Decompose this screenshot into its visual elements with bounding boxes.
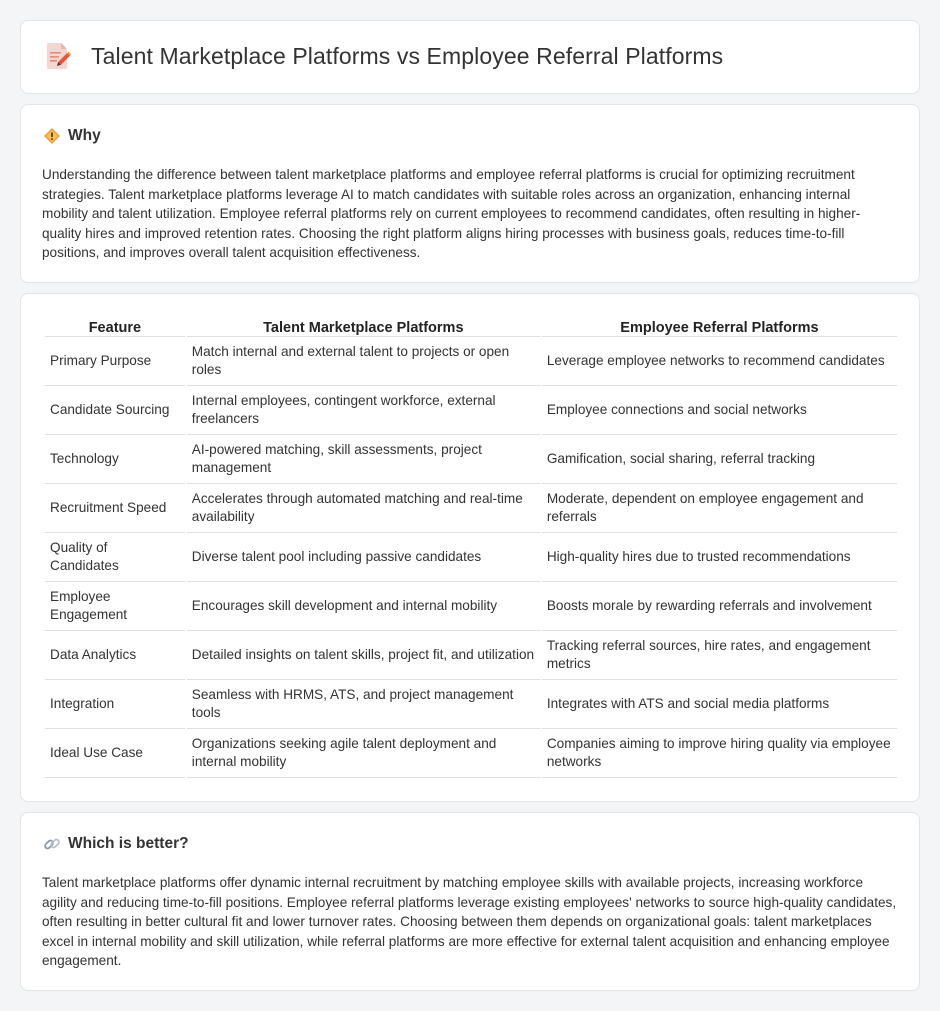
referral-cell: Gamification, social sharing, referral tracking xyxy=(542,435,897,484)
referral-cell: Companies aiming to improve hiring quality via employee networks xyxy=(542,729,897,778)
why-section xyxy=(20,104,920,283)
talent-cell: Internal employees, contingent workforce, external freelancers xyxy=(187,386,540,435)
better-text: Talent marketplace platforms offer dynamic internal recruitment by matching employee skills with available projects, increasing workforce agility and reducing time-to-fill positions. Employee referral platforms leverage existing employees' networks to source high-quality candidates, often resulting in better cultural fit and lower turnover rates. Choosing between them depends on organizational goals: talent marketplaces excel in internal mobility and skill utilization, while referral platforms are more effective for external talent acquisition and enhancing employee engagement. xyxy=(42,875,897,969)
table-header-row xyxy=(45,316,897,337)
table-row xyxy=(45,484,897,533)
talent-cell: Diverse talent pool including passive candidates xyxy=(187,533,540,582)
page-title: Talent Marketplace Platforms vs Employee Referral Platforms xyxy=(91,42,724,69)
feature-cell: Quality of Candidates xyxy=(45,533,185,582)
link-icon xyxy=(43,835,61,853)
why-heading: Why xyxy=(68,127,101,144)
better-heading: Which is better? xyxy=(68,835,189,852)
table-row xyxy=(45,337,897,386)
why-text: Understanding the difference between talent marketplace platforms and employee referral platforms is crucial for optimizing recruitment strategies. Talent marketplace platforms leverage AI to match candidates with suitable roles across an organization, enhancing internal mobility and talent utilization. Employee referral platforms rely on current employees to recommend candidates, often resulting in higher-quality hires and improved retention rates. Choosing the right platform aligns hiring processes with business goals, reduces time-to-fill positions, and improves overall talent acquisition effectiveness. xyxy=(42,167,861,261)
diamond-warning-icon xyxy=(43,127,61,145)
table-row xyxy=(45,386,897,435)
referral-cell: Moderate, dependent on employee engagement and referrals xyxy=(542,484,897,533)
table-row xyxy=(45,729,897,778)
referral-cell: High-quality hires due to trusted recommendations xyxy=(542,533,897,582)
feature-cell: Candidate Sourcing xyxy=(45,386,185,435)
talent-cell: Accelerates through automated matching and real-time availability xyxy=(187,484,540,533)
header-talent-marketplace: Talent Marketplace Platforms xyxy=(187,316,540,337)
feature-cell: Employee Engagement xyxy=(45,582,185,631)
referral-cell: Integrates with ATS and social media platforms xyxy=(542,680,897,729)
which-is-better-section xyxy=(20,812,920,991)
feature-cell: Ideal Use Case xyxy=(45,729,185,778)
referral-cell: Boosts morale by rewarding referrals and involvement xyxy=(542,582,897,631)
header-feature: Feature xyxy=(45,316,185,337)
talent-cell: Encourages skill development and internal mobility xyxy=(187,582,540,631)
table-row xyxy=(45,533,897,582)
header-employee-referral: Employee Referral Platforms xyxy=(542,316,897,337)
talent-cell: Match internal and external talent to projects or open roles xyxy=(187,337,540,386)
referral-cell: Employee connections and social networks xyxy=(542,386,897,435)
referral-cell: Leverage employee networks to recommend candidates xyxy=(542,337,897,386)
talent-cell: Seamless with HRMS, ATS, and project management tools xyxy=(187,680,540,729)
table-row xyxy=(45,435,897,484)
talent-cell: AI-powered matching, skill assessments, project management xyxy=(187,435,540,484)
feature-cell: Primary Purpose xyxy=(45,337,185,386)
feature-cell: Recruitment Speed xyxy=(45,484,185,533)
better-heading-row xyxy=(43,835,189,853)
table-row xyxy=(45,631,897,680)
table-row xyxy=(45,582,897,631)
feature-cell: Integration xyxy=(45,680,185,729)
comparison-table-card xyxy=(20,293,920,802)
why-heading-row xyxy=(43,127,101,145)
feature-cell: Data Analytics xyxy=(45,631,185,680)
document-pen-icon xyxy=(45,41,71,71)
talent-cell: Organizations seeking agile talent deployment and internal mobility xyxy=(187,729,540,778)
title-row xyxy=(45,41,723,71)
talent-cell: Detailed insights on talent skills, project fit, and utilization xyxy=(187,631,540,680)
referral-cell: Tracking referral sources, hire rates, and engagement metrics xyxy=(542,631,897,680)
feature-cell: Technology xyxy=(45,435,185,484)
comparison-table xyxy=(43,316,899,778)
title-card xyxy=(20,20,920,94)
table-row xyxy=(45,680,897,729)
